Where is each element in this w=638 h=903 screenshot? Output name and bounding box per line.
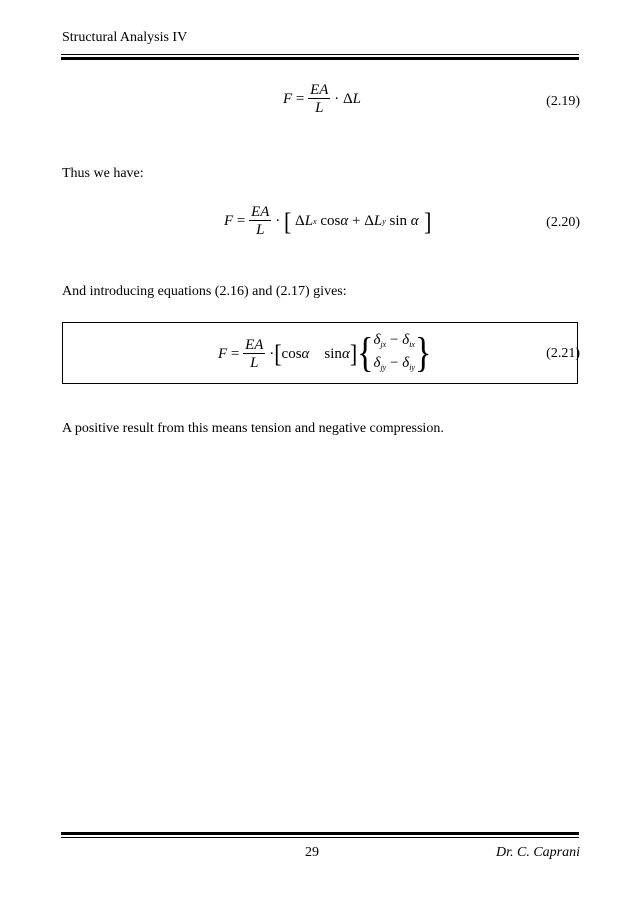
footer-author: Dr. C. Caprani bbox=[495, 845, 580, 860]
paragraph-introducing-equations: And introducing equations (2.16) and (2.17) gives: bbox=[62, 284, 347, 299]
header-rule-thick bbox=[61, 57, 579, 60]
fraction-ea-over-l: $\frac{EA}{L}$ bbox=[245, 336, 264, 371]
footer-rule-thick bbox=[61, 832, 579, 835]
fraction-ea-over-l: $\frac{EA}{L}$ bbox=[251, 204, 270, 238]
equation-number: (2.19) bbox=[546, 94, 580, 109]
equation-2-20: F = $\frac{EA}{L}$ · [ Δ L x cos α + Δ L y sin α ] bbox=[224, 204, 432, 238]
paragraph-thus-we-have: Thus we have: bbox=[62, 166, 144, 181]
displacement-vector: $\delta_{jx} - \delta_{ix}$ $\delta_{jy} - \delta_{iy}$ bbox=[373, 332, 415, 372]
page-header-title: Structural Analysis IV bbox=[62, 30, 188, 45]
equation-number: (2.20) bbox=[546, 215, 580, 230]
footer-rule-thin bbox=[61, 837, 579, 838]
header-rule-thin bbox=[61, 54, 579, 55]
equation-2-21: F = $\frac{EA}{L}$ · [ cos α sin α ] { $\delta_{jx} - \delta_{ix}$ $\delta_{jy} - \delta_{iy}$ } bbox=[218, 330, 432, 377]
page-number: 29 bbox=[305, 845, 319, 860]
equation-2-19: F = $\frac{EA}{L}$ · Δ L bbox=[283, 82, 361, 116]
paragraph-positive-result: A positive result from this means tension and negative compression. bbox=[62, 421, 444, 436]
equation-number: (2.21) bbox=[546, 346, 580, 361]
fraction-ea-over-l: $\frac{EA}{L}$ bbox=[310, 82, 329, 116]
eq-lhs: F = bbox=[283, 91, 305, 107]
